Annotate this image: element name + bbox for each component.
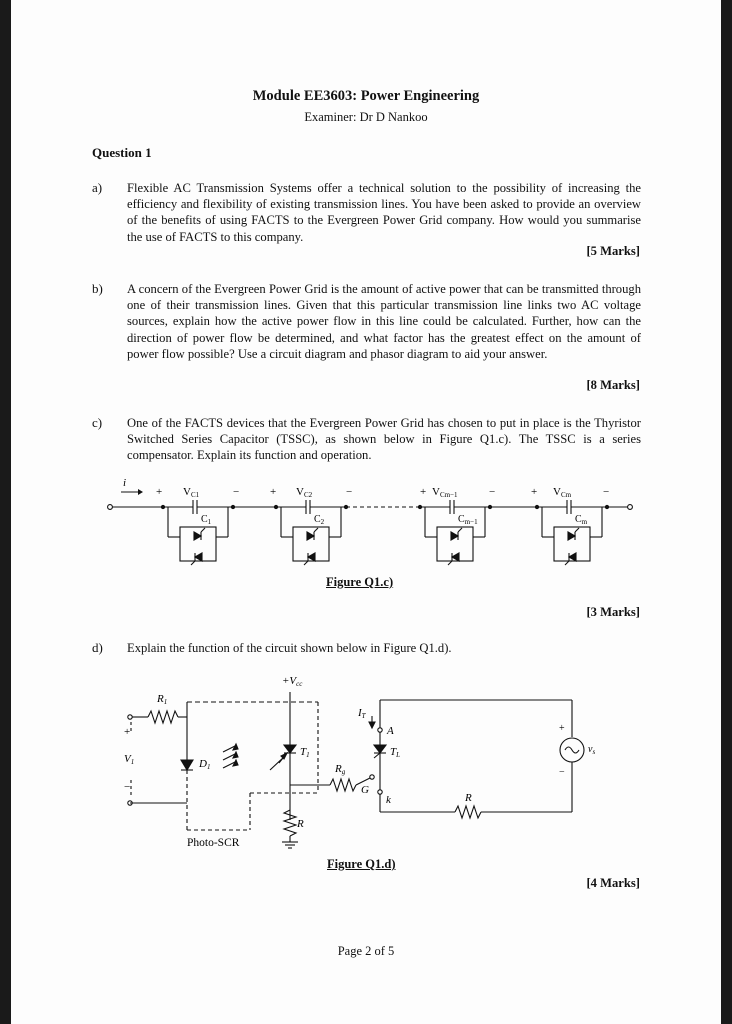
tl-label: TL bbox=[390, 746, 401, 759]
svg-text:+: + bbox=[420, 486, 427, 498]
part-d-text: Explain the function of the circuit shown below in Figure Q1.d). bbox=[127, 641, 452, 655]
terminal-left bbox=[108, 505, 113, 510]
question-heading: Question 1 bbox=[92, 145, 152, 160]
r1-label: R1 bbox=[157, 693, 168, 706]
part-a-label: a) bbox=[92, 180, 103, 195]
cathode-label: k bbox=[386, 794, 391, 806]
photo-scr-label: Photo-SCR bbox=[187, 837, 240, 849]
part-b-marks: [8 Marks] bbox=[586, 378, 640, 392]
it-label: IT bbox=[358, 707, 366, 720]
svg-text:−: − bbox=[559, 767, 565, 778]
svg-text:+: + bbox=[156, 486, 163, 498]
vcc-label: +Vcc bbox=[282, 675, 303, 688]
svg-text:+: + bbox=[531, 486, 538, 498]
examiner-line: Examiner: Dr D Nankoo bbox=[304, 110, 428, 124]
part-c-marks: [3 Marks] bbox=[586, 605, 640, 619]
tssc-circuit-diagram bbox=[0, 475, 732, 575]
svg-text:+: + bbox=[124, 726, 131, 738]
t1-label: T1 bbox=[300, 746, 310, 759]
part-c-text: One of the FACTS devices that the Evergreen Power Grid has chosen to put in place is the Thyristor Switched Series Capacitor (TSSC), as shown below in Figure Q1.c). The TSSC is a series compensator. Explain its function and operation. bbox=[127, 416, 641, 463]
svg-text:−: − bbox=[346, 486, 353, 498]
rg-label: Rg bbox=[335, 763, 346, 776]
vcm-label: VCm bbox=[553, 486, 572, 499]
figure-c-caption: Figure Q1.c) bbox=[326, 575, 394, 589]
figure-d-caption: Figure Q1.d) bbox=[327, 857, 396, 871]
page-title: Module EE3603: Power Engineering bbox=[252, 88, 480, 104]
part-a-text: Flexible AC Transmission Systems offer a technical solution to the possibility of increasing the efficiency and flexibility of existing transmission lines. You have been asked to provide an overview of the benefits of using FACTS to the Evergreen Power Grid company. How would you summarise the use of FACTS to this company. bbox=[127, 181, 641, 244]
vc1-label: VC1 bbox=[183, 486, 200, 499]
gate-label: G bbox=[361, 784, 369, 796]
part-d-marks: [4 Marks] bbox=[586, 876, 640, 890]
svg-text:−: − bbox=[233, 486, 240, 498]
vs-label: $v_s$ bbox=[588, 744, 596, 756]
svg-text:−: − bbox=[603, 486, 610, 498]
current-label: i bbox=[123, 477, 127, 489]
r-ground-label: R bbox=[297, 818, 304, 830]
svg-text:−: − bbox=[489, 486, 496, 498]
photo-scr-circuit-diagram bbox=[0, 660, 732, 860]
anode-label: A bbox=[387, 725, 394, 737]
svg-text:+: + bbox=[559, 723, 565, 734]
svg-text:+: + bbox=[270, 486, 277, 498]
cm1-label: $C_{m-1}$ bbox=[458, 514, 478, 526]
svg-text:−: − bbox=[124, 781, 131, 793]
vc2-label: VC2 bbox=[296, 486, 313, 499]
part-a-marks: [5 Marks] bbox=[586, 244, 640, 258]
vcm1-label: VCm−1 bbox=[432, 486, 458, 499]
cm-label: $C_m$ bbox=[575, 514, 588, 526]
v1-label: V1 bbox=[124, 753, 135, 766]
part-c-label: c) bbox=[92, 415, 103, 430]
part-d-label: d) bbox=[92, 640, 103, 655]
terminal-right bbox=[628, 505, 633, 510]
c1-label: $C_1$ bbox=[201, 514, 212, 526]
page-number: Page 2 of 5 bbox=[337, 944, 395, 958]
d1-label: D1 bbox=[199, 758, 211, 771]
c2-label: $C_2$ bbox=[314, 514, 325, 526]
r-load-label: R bbox=[465, 792, 472, 804]
part-b-label: b) bbox=[92, 281, 103, 296]
part-b-text: A concern of the Evergreen Power Grid is the amount of active power that can be transmitted through one of their transmission lines. Given that this particular transmission line links two AC voltage sources, explain how the active power flow in this line could be calculated. Further, how can the direction of power flow be determined, and what factor has the greatest effect on the amount of power flow possible? Use a circuit diagram and phasor diagram to aid your answer. bbox=[127, 282, 641, 361]
